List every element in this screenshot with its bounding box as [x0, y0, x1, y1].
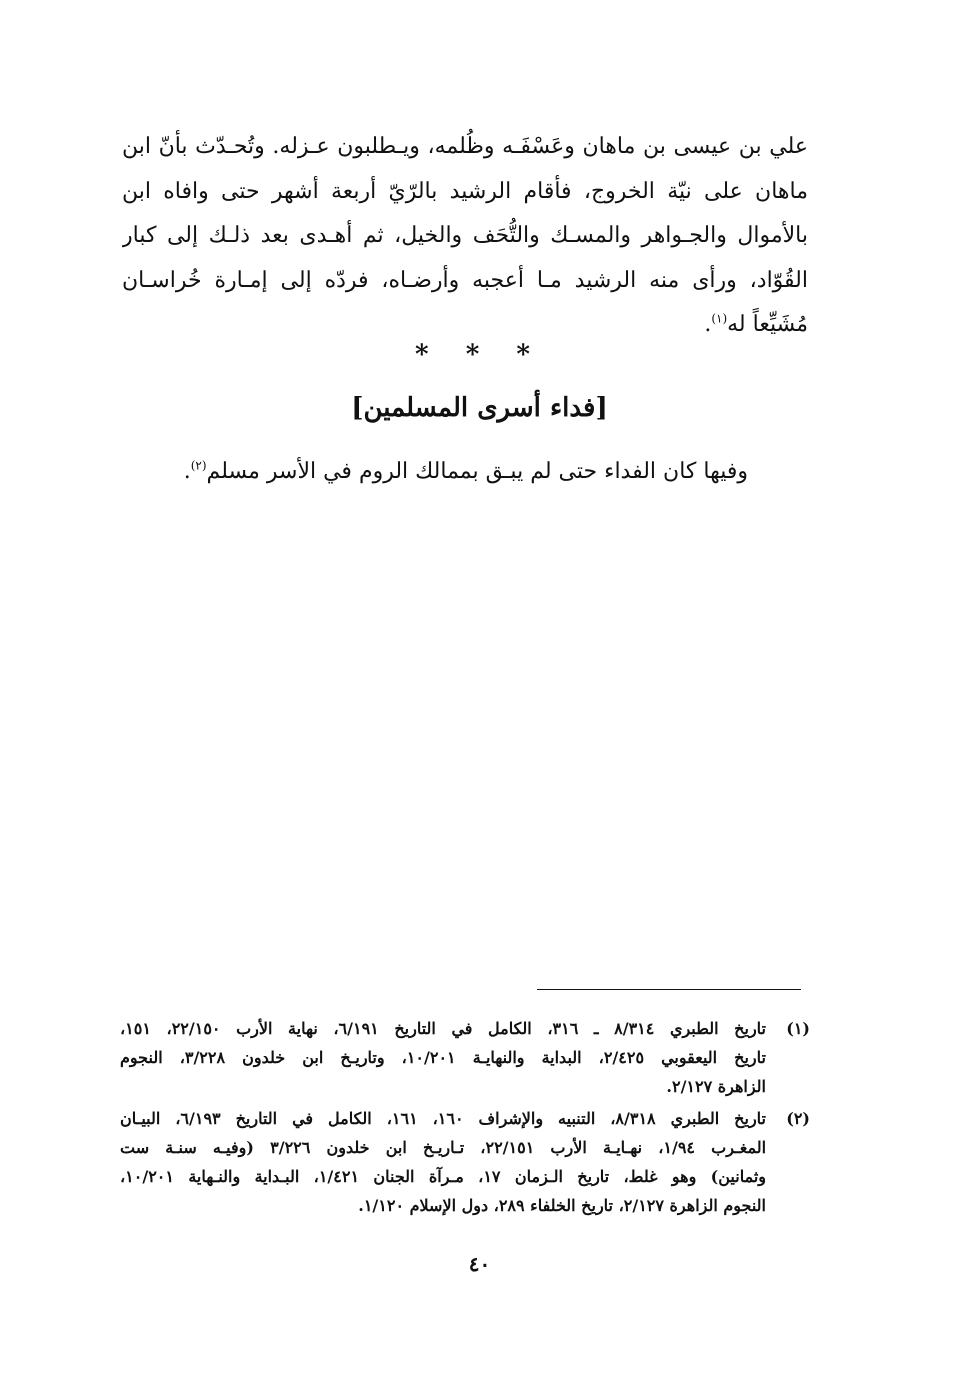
footnote-2: [120, 1104, 810, 1220]
paragraph-line: بالأموال والجـواهر والمسـك والتُّحَف والخيل، ثم أهـدى بعد ذلـك إلى كبار: [122, 223, 808, 248]
footnote-line: وثمانين) وهو غلط، تاريخ الـزمان ١٧، مـرآة الجنان ١/٤٢١، البـداية والنـهاية ١٠/٢٠١،: [120, 1167, 766, 1186]
main-paragraph: [122, 125, 808, 348]
footnote-divider: [537, 989, 801, 990]
period: .: [704, 312, 712, 337]
footnote-1: [120, 1014, 810, 1101]
paragraph-line: علي بن عيسى بن ماهان وعَسْفَـه وظُلمه، ويـطلبون عـزله. وتُحـدّث بأنّ ابن: [122, 134, 808, 159]
footnote-line: الزاهرة ٢/١٢٧.: [666, 1077, 766, 1096]
section-paragraph: [183, 452, 748, 492]
footnote-ref-1[interactable]: (١): [711, 311, 728, 326]
footnote-line: تاريخ اليعقوبي ٢/٤٢٥، البداية والنهايـة ١٠/٢٠١، وتاريـخ ابن خلدون ٣/٢٢٨، النجوم: [120, 1048, 766, 1067]
footnote-line: تاريخ الطبري ٨/٣١٤ ـ ٣١٦، الكامل في التاريخ ٦/١٩١، نهاية الأرب ٢٢/١٥٠، ١٥١،: [120, 1019, 766, 1038]
paragraph-line: مُشَيِّعاً له: [727, 312, 808, 337]
footnote-number: (٢): [786, 1109, 810, 1128]
section-separator: * * *: [415, 340, 544, 370]
section-heading: [فداء أسرى المسلمين]: [351, 393, 608, 423]
footnote-line: النجوم الزاهرة ٢/١٢٧، تاريخ الخلفاء ٢٨٩، دول الإسلام ١/١٢٠.: [358, 1196, 766, 1215]
footnote-number: (١): [786, 1019, 810, 1038]
period: .: [183, 459, 191, 484]
footnote-line: تاريخ الطبري ٨/٣١٨، التنبيه والإشراف ١٦٠، ١٦١، الكامل في التاريخ ٦/١٩٣، البيـان: [120, 1109, 766, 1128]
paragraph-line: ماهان على نيّة الخروج، فأقام الرشيد بالرّيّ أربعة أشهر حتى وافاه ابن: [122, 178, 808, 204]
footnote-line: المغـرب ١/٩٤، نهـايـة الأرب ٢٢/١٥١، تـاريـخ ابن خلدون ٣/٢٢٦ (وفيـه سنـة ست: [120, 1138, 766, 1157]
footnote-ref-2[interactable]: (٢): [190, 458, 207, 473]
paragraph-line: القُوّاد، ورأى منه الرشيد مـا أعجبه وأرضـاه، فردّه إلى إمـارة خُراسـان: [122, 267, 808, 293]
footnotes: [120, 1014, 810, 1223]
section-text: وفيها كان الفداء حتى لم يبـق بممالك الروم في الأسر مسلم: [206, 459, 748, 484]
page-number: ٤٠: [468, 1252, 491, 1276]
